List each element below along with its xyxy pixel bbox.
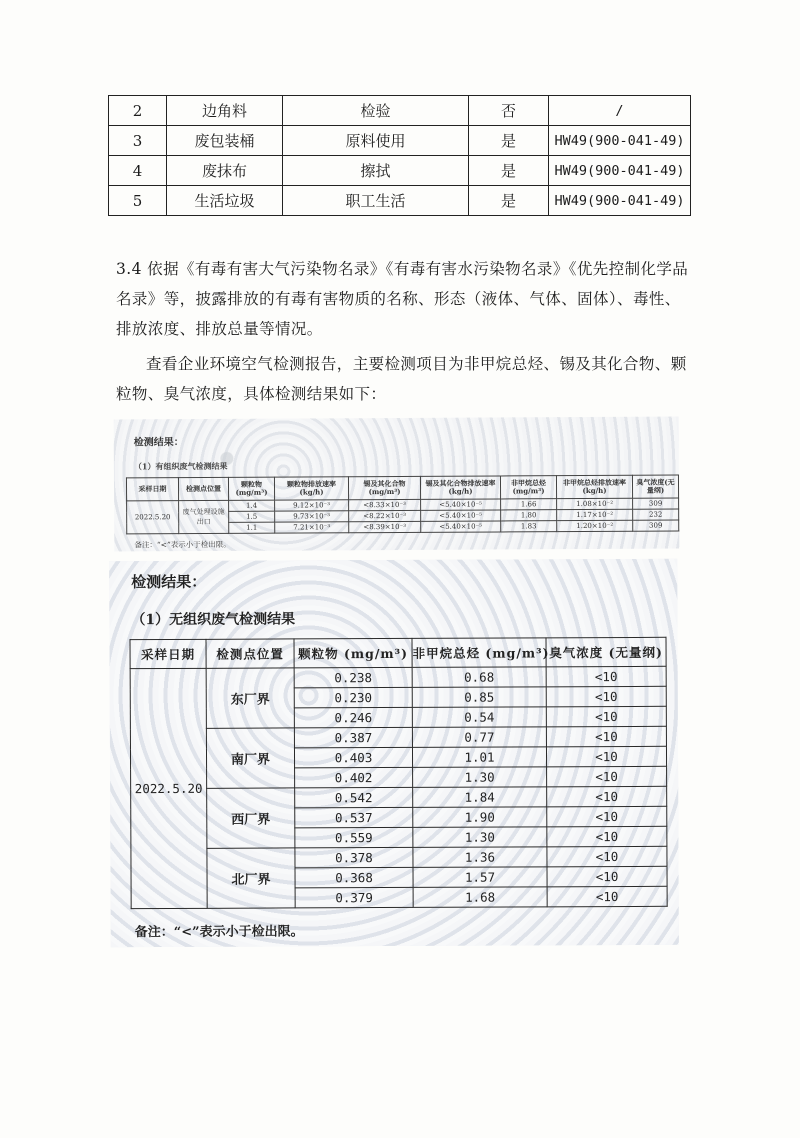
table-cell: <8.33×10⁻³ [349,499,421,510]
table-cell: <10 [547,866,667,887]
table-cell: 0.85 [412,687,546,708]
waste-table [108,95,691,216]
sample-date: 2022.5.20 [130,668,207,908]
hazardous-flag: 否 [469,96,549,126]
table-cell: 1.84 [413,787,547,808]
table-cell: 0.387 [294,727,412,748]
table-row [109,96,691,126]
organized-emission-table [126,475,679,535]
table-cell: 1.36 [413,847,547,868]
sample-location: 北厂界 [207,848,295,908]
waste-source: 擦拭 [283,156,469,186]
table-row [130,666,666,688]
table-cell: 1.68 [413,887,547,908]
table-cell: 0.403 [294,747,412,768]
table-cell: <10 [547,786,667,807]
table-cell: 0.246 [294,707,412,728]
section-body: 查看企业环境空气检测报告，主要检测项目为非甲烷总烃、锡及其化合物、颗粒物、臭气浓度，具体检测结果如下： [116,355,687,403]
hazardous-flag: 是 [469,126,549,156]
column-header: 颗粒物排放速率(kg/h) [274,477,348,500]
organized-subcaption: （1）有组织废气检测结果 [133,460,228,472]
table-cell: 0.77 [412,727,546,748]
table-cell: 0.230 [294,687,412,708]
unorganized-table-body [130,666,667,908]
organized-header-row [126,475,678,501]
column-header: 臭气浓度(无量纲) [632,475,678,498]
table-cell: 1.90 [413,807,547,828]
hazardous-flag: 是 [469,186,549,216]
table-cell: 9.73×10⁻³ [275,511,349,522]
column-header: 非甲烷总烃排放速率(kg/h) [556,475,632,498]
table-cell: 309 [633,520,679,531]
row-number: 3 [109,126,167,156]
table-cell: <10 [546,706,666,727]
table-cell: 1.30 [413,767,547,788]
table-cell: <8.39×10⁻³ [349,521,421,532]
table-cell: <10 [546,666,666,687]
waste-code: HW49(900-041-49) [549,186,691,216]
waste-source: 原料使用 [283,126,469,156]
column-header: 锡及其化合物排放速率(kg/h) [420,476,500,499]
row-number: 2 [109,96,167,126]
table-cell: <10 [547,826,667,847]
section-heading: 3.4 依据《有毒有害大气污染物名录》《有毒有害水污染物名录》《优先控制化学品名录》等，披露排放的有毒有害物质的名称、形态（液体、气体、固体）、毒性、排放浓度、排放总量等情况。 [116,260,689,338]
waste-source: 职工生活 [283,186,469,216]
table-row [109,156,691,186]
waste-source: 检验 [283,96,469,126]
table-cell: 1.17×10⁻² [557,509,633,520]
table-cell: 1.30 [413,827,547,848]
unorganized-header-row [130,637,666,668]
table-cell: 0.238 [294,667,412,688]
waste-name: 边角料 [167,96,283,126]
table-cell: 0.368 [295,867,413,888]
column-header: 采样日期 [130,639,206,668]
table-cell: 0.402 [295,767,413,788]
waste-code: HW49(900-041-49) [549,156,691,186]
waste-name: 废抹布 [167,156,283,186]
column-header: 非甲烷总烃 (mg/m³) [412,638,546,668]
sample-location: 东厂界 [206,668,294,728]
column-header: 锡及其化合物(mg/m³) [348,476,420,499]
table-cell: 0.379 [295,887,413,908]
column-header: 非甲烷总烃(mg/m³) [500,476,556,499]
organized-note: 备注：“<”表示小于检出限。 [134,539,231,550]
sample-location: 西厂界 [207,788,295,848]
hazardous-flag: 是 [469,156,549,186]
table-cell: <5.40×10⁻⁵ [421,510,501,521]
table-cell: 1.4 [229,500,275,511]
row-number: 4 [109,156,167,186]
organized-caption: 检测结果： [133,437,184,449]
waste-table-body [109,96,691,216]
table-cell: 0.559 [295,827,413,848]
unorganized-caption: 检测结果： [131,572,207,592]
table-row [109,126,691,156]
waste-code: / [549,96,691,126]
table-cell: 1.5 [229,511,275,522]
column-header: 颗粒物 (mg/m³) [294,638,412,668]
row-number: 5 [109,186,167,216]
unorganized-emission-scan [109,559,679,947]
unorganized-emission-table [130,637,668,909]
unorganized-subcaption: （1）无组织废气检测结果 [131,611,296,629]
column-header: 臭气浓度 (无量纲) [546,637,666,667]
table-cell: <10 [547,766,667,787]
table-cell: 1.20×10⁻² [557,520,633,531]
table-cell: 309 [633,498,679,509]
table-cell: 1.57 [413,867,547,888]
column-header: 采样日期 [126,478,178,501]
waste-name: 废包装桶 [167,126,283,156]
table-row [131,846,667,868]
table-cell: 0.542 [295,787,413,808]
table-cell: <5.40×10⁻⁵ [421,499,501,510]
table-row [131,786,667,808]
table-cell: 0.54 [412,707,546,728]
table-row [109,186,691,216]
table-cell: <10 [546,746,666,767]
table-cell: 0.68 [412,667,546,688]
organized-emission-scan [114,417,680,552]
table-cell: 0.378 [295,847,413,868]
table-cell: <10 [546,726,666,747]
column-header: 检测点位置 [206,639,294,668]
organized-table-body [127,498,679,534]
waste-name: 生活垃圾 [167,186,283,216]
table-cell: 0.537 [295,807,413,828]
waste-code: HW49(900-041-49) [549,126,691,156]
table-cell: <10 [547,886,667,907]
table-cell: 7.21×10⁻³ [275,522,349,533]
table-cell: 232 [633,509,679,520]
table-cell: 1.83 [501,521,557,532]
column-header: 检测点位置 [178,477,228,500]
table-cell: <8.22×10⁻³ [349,510,421,521]
table-cell: 1.08×10⁻² [557,498,633,509]
table-cell: <10 [547,806,667,827]
table-row [130,726,666,748]
table-cell: 9.12×10⁻³ [275,500,349,511]
table-cell: 1.66 [501,499,557,510]
table-cell: 1.01 [412,747,546,768]
table-cell: 1.80 [501,510,557,521]
sample-location: 废气处理设施出口 [179,500,229,533]
table-cell: <10 [546,686,666,707]
column-header: 颗粒物(mg/m³) [228,477,274,500]
table-cell: <10 [547,846,667,867]
unorganized-note: 备注：“<”表示小于检出限。 [134,924,304,941]
table-cell: <5.40×10⁻⁵ [421,521,501,532]
table-cell: 1.1 [229,522,275,533]
sample-date: 2022.5.20 [127,501,179,534]
sample-location: 南厂界 [206,728,294,788]
